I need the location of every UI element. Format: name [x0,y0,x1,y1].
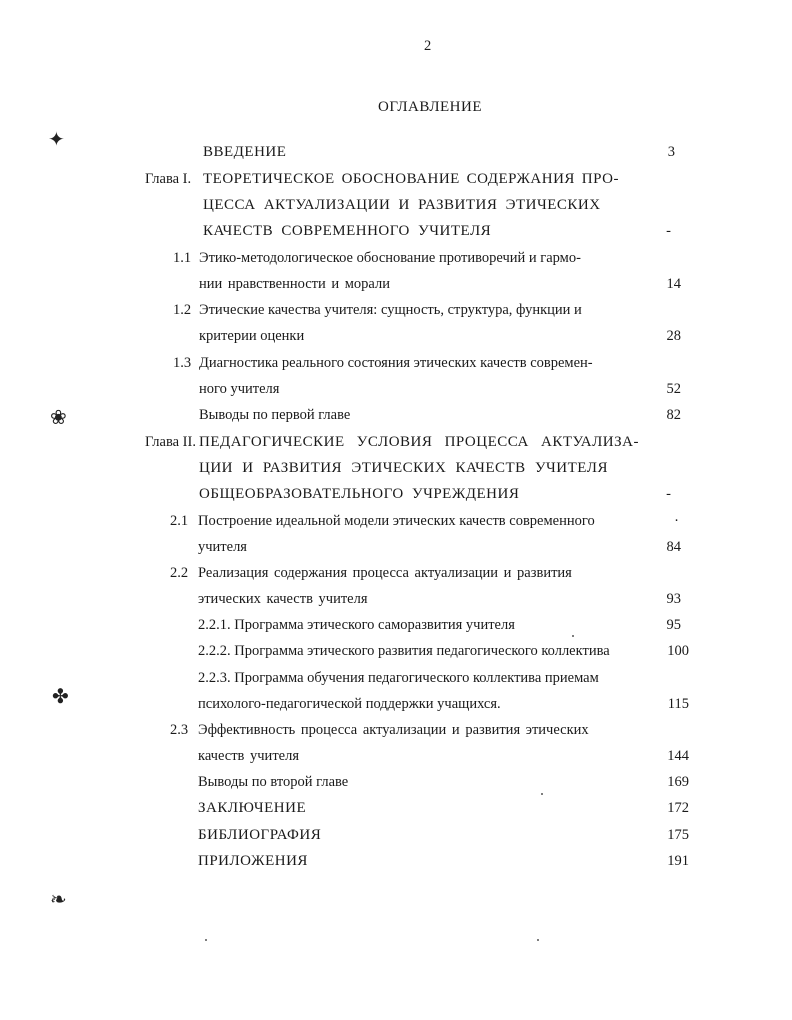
chapter-2-title-line-2: ЦИИ И РАЗВИТИЯ ЭТИЧЕСКИХ КАЧЕСТВ УЧИТЕЛЯ [199,460,608,476]
scan-speck [572,635,574,637]
toc-page-2-1: 84 [666,539,681,555]
section-number-2-3: 2.3 [170,722,189,738]
section-number-2-2: 2.2 [170,565,189,581]
subsection-2-2-3-line-1: 2.2.3. Программа обучения педагогического коллектива приемам [198,670,599,686]
chapter-1-title-line-1 [203,170,619,188]
title-word: ПРО- [581,171,619,187]
toc-title: ОГЛАВЛЕНИЕ [378,99,482,115]
margin-mark: ✦ [48,129,65,151]
chapter-2-title-line-3: ОБЩЕОБРАЗОВАТЕЛЬНОГО УЧРЕЖДЕНИЯ [199,486,520,502]
title-word: ПРОЦЕССА [444,434,529,450]
scan-speck [541,793,543,795]
toc-page-conclusions-2: 169 [667,774,689,790]
scan-speck [537,939,539,941]
section-2-3-line-2: качеств учителя [198,748,299,764]
toc-entry-conclusions-1: Выводы по первой главе [199,407,351,423]
title-word: УСЛОВИЯ [356,434,433,450]
subsection-2-2-3-line-2: психолого-педагогической поддержки учащихся. [198,696,501,712]
section-1-2-line-2: критерии оценки [199,328,305,344]
toc-mark-2-1: · [674,513,679,529]
page-number: 2 [424,38,432,54]
toc-page-2-2-2: 100 [667,643,689,659]
section-2-3-line-1: Эффективность процесса актуализации и развития этических [198,722,589,738]
chapter-1-prefix: Глава I. [145,171,192,187]
toc-page-1-2: 28 [666,328,681,344]
toc-page-conclusions-1: 82 [666,407,681,423]
margin-mark: ❀ [50,407,67,429]
margin-mark: ✤ [52,686,69,708]
chapter-2-prefix: Глава II. [145,434,196,450]
section-number-1-2: 1.2 [173,302,192,318]
section-1-3-line-2: ного учителя [199,381,280,397]
toc-entry-intro: ВВЕДЕНИЕ [203,144,287,160]
title-word: СОДЕРЖАНИЯ [466,171,575,187]
section-1-1-line-1: Этико-методологическое обоснование противоречий и гармо- [199,250,581,266]
title-word: ТЕОРЕТИЧЕСКОЕ [203,171,335,187]
section-2-1-line-2: учителя [198,539,247,555]
toc-page-2-2: 93 [666,591,681,607]
section-2-2-line-2: этических качеств учителя [198,591,368,607]
margin-mark: ❧ [50,889,67,911]
toc-entry-bibliography: БИБЛИОГРАФИЯ [198,827,322,843]
chapter-2-title-line-1 [199,433,639,451]
toc-page-2-2-1: 95 [666,617,681,633]
section-1-3-line-1: Диагностика реального состояния этических качеств современ- [199,355,593,371]
toc-entry-conclusion: ЗАКЛЮЧЕНИЕ [198,800,307,816]
toc-page-conclusion: 172 [667,800,689,816]
toc-page-1-3: 52 [666,381,681,397]
toc-page-1-1: 14 [666,276,681,292]
toc-page-2-2-3: 115 [667,696,689,712]
section-number-1-1: 1.1 [173,250,192,266]
subsection-2-2-1: 2.2.1. Программа этического саморазвития учителя [198,617,515,633]
subsection-2-2-2: 2.2.2. Программа этического развития педагогического коллектива [198,643,610,659]
section-1-2-line-1: Этические качества учителя: сущность, структура, функции и [199,302,582,318]
title-word: АКТУАЛИЗА- [541,434,639,450]
chapter-1-title-line-3: КАЧЕСТВ СОВРЕМЕННОГО УЧИТЕЛЯ [203,223,492,239]
section-number-1-3: 1.3 [173,355,192,371]
toc-page-chapter-1: - [666,223,671,239]
section-number-2-1: 2.1 [170,513,189,529]
toc-page-appendix: 191 [667,853,689,869]
toc-page-intro: 3 [667,144,675,160]
toc-page-bibliography: 175 [667,827,689,843]
chapter-1-title-line-2: ЦЕССА АКТУАЛИЗАЦИИ И РАЗВИТИЯ ЭТИЧЕСКИХ [203,197,601,213]
toc-page-chapter-2: - [666,486,671,502]
section-1-1-line-2: нии нравственности и морали [199,276,390,292]
section-2-1-line-1: Построение идеальной модели этических качеств современного [198,513,595,529]
toc-page-2-3: 144 [667,748,689,764]
scan-speck [205,939,207,941]
section-2-2-line-1: Реализация содержания процесса актуализации и развития [198,565,572,581]
toc-entry-appendix: ПРИЛОЖЕНИЯ [198,853,308,869]
toc-entry-conclusions-2: Выводы по второй главе [198,774,349,790]
title-word: ПЕДАГОГИЧЕСКИЕ [199,434,345,450]
title-word: ОБОСНОВАНИЕ [341,171,460,187]
